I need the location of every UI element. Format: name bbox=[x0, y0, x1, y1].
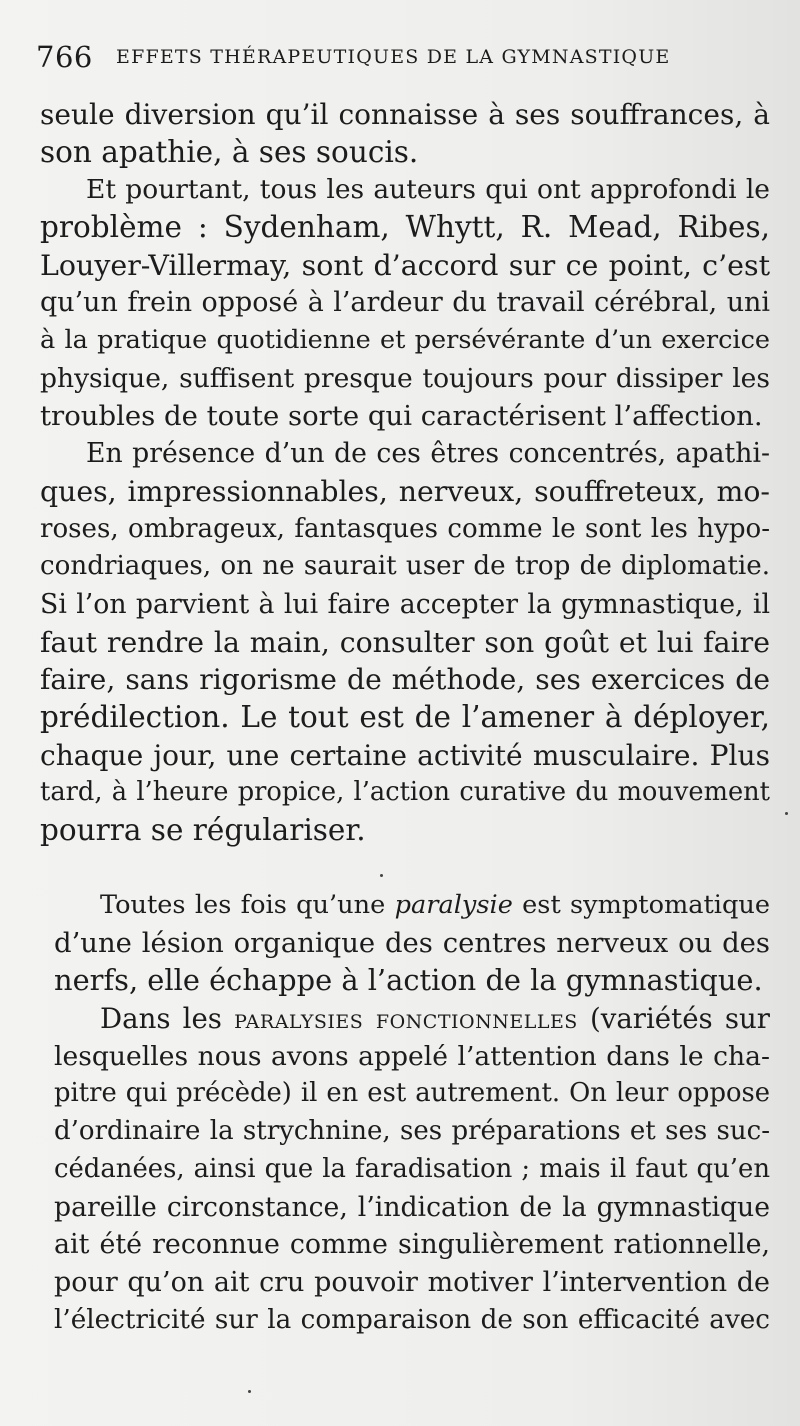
text-line: nerfs, elle échappe à l’action de la gymnastique. bbox=[54, 963, 763, 998]
text-line: d’ordinaire la strychnine, ses préparations et ses suc- bbox=[54, 1116, 770, 1147]
smallcaps-term: paralysies fonctionnelles bbox=[234, 1002, 578, 1036]
text-line: faire, sans rigorisme de méthode, ses exercices de bbox=[40, 663, 770, 697]
text-line: son apathie, à ses soucis. bbox=[40, 134, 419, 169]
text-line: Louyer-Villermay, sont d’accord sur ce point, c’est bbox=[40, 248, 770, 282]
running-head: EFFETS THÉRAPEUTIQUES DE LA GYMNASTIQUE bbox=[116, 46, 671, 68]
text-line: physique, suffisent presque toujours pour dissiper les bbox=[40, 362, 770, 394]
text-line: chaque jour, une certaine activité musculaire. Plus bbox=[40, 738, 770, 772]
print-speck bbox=[248, 1390, 251, 1393]
text-line: En présence d’un de ces êtres concentrés, apathi- bbox=[86, 438, 770, 470]
text-line: tard, à l’heure propice, l’action curative du mouvement bbox=[40, 777, 770, 808]
text-line: pitre qui précède) il en est autrement. On leur oppose bbox=[54, 1078, 770, 1109]
text-span: Dans les bbox=[100, 1002, 235, 1036]
text-span: est symptomatique bbox=[512, 890, 770, 920]
text-line: Et pourtant, tous les auteurs qui ont approfondi le bbox=[86, 174, 770, 206]
text-line: ques, impressionnables, nerveux, souffreteux, mo- bbox=[40, 474, 770, 508]
emphasis-paralysie: paralysie bbox=[394, 890, 513, 920]
text-line: roses, ombrageux, fantasques comme le sont les hypo- bbox=[40, 513, 770, 544]
text-line: pour qu’on ait cru pouvoir motiver l’intervention de bbox=[54, 1266, 770, 1298]
text-line: qu’un frein opposé à l’ardeur du travail cérébral, uni bbox=[40, 287, 770, 319]
text-line: faut rendre la main, consulter son goût et lui faire bbox=[40, 625, 770, 659]
text-line bbox=[54, 887, 770, 925]
text-span: (variétés sur bbox=[577, 1002, 770, 1036]
text-span: Toutes les fois qu’une bbox=[100, 890, 395, 920]
print-speck bbox=[380, 874, 383, 877]
text-line: à la pratique quotidienne et persévérante d’un exercice bbox=[40, 325, 770, 356]
text-line: problème : Sydenham, Whytt, R. Mead, Ribes, bbox=[40, 210, 770, 245]
text-line: prédilection. Le tout est de l’amener à déployer, bbox=[40, 700, 770, 734]
text-line: seule diversion qu’il connaisse à ses souffrances, à bbox=[40, 98, 770, 131]
text-line: lesquelles nous avons appelé l’attention dans le cha- bbox=[54, 1040, 770, 1072]
text-line: troubles de toute sorte qui caractérisent l’affection. bbox=[40, 399, 763, 432]
text-line: cédanées, ainsi que la faradisation ; mais il faut qu’en bbox=[54, 1153, 770, 1184]
page-number: 766 bbox=[36, 40, 93, 74]
print-speck bbox=[785, 812, 788, 815]
text-line: l’électricité sur la comparaison de son efficacité avec bbox=[54, 1304, 770, 1335]
text-line: Si l’on parvient à lui faire accepter la gymnastique, il bbox=[40, 588, 770, 620]
text-line: condriaques, on ne saurait user de trop de diplomatie. bbox=[40, 551, 770, 582]
text-block-1 bbox=[40, 96, 770, 850]
text-line: ait été reconnue comme singulièrement rationnelle, bbox=[54, 1229, 770, 1261]
text-line: d’une lésion organique des centres nerveux ou des bbox=[54, 927, 770, 959]
text-line bbox=[54, 1000, 770, 1038]
text-block-2 bbox=[54, 887, 770, 1339]
text-line: pareille circonstance, l’indication de la gymnastique bbox=[54, 1191, 770, 1223]
text-line: pourra se régulariser. bbox=[40, 813, 366, 848]
page-header bbox=[36, 40, 766, 80]
